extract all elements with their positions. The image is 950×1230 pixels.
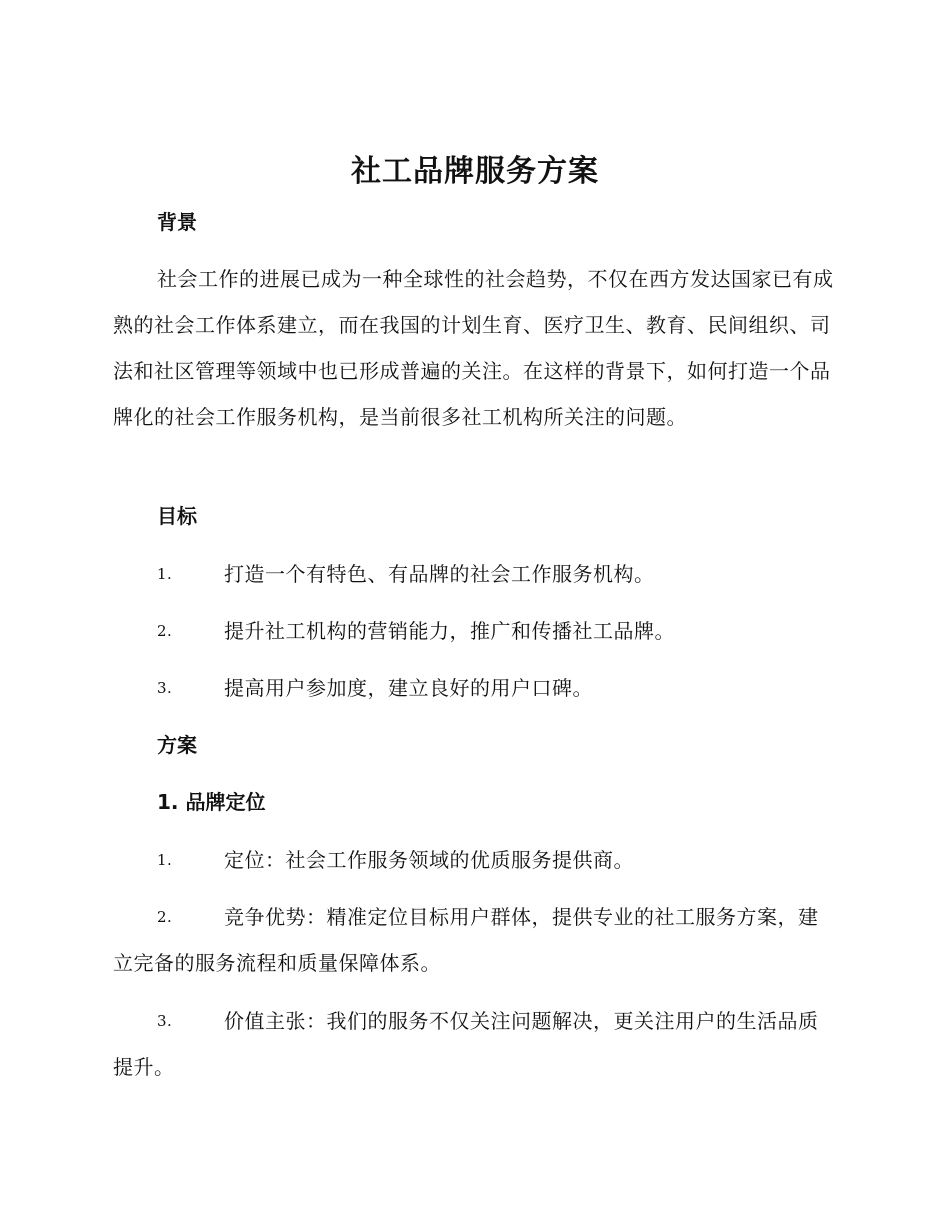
document-title: 社工品牌服务方案 xyxy=(351,154,599,189)
list-number: 1. xyxy=(157,565,173,583)
goal-list-item xyxy=(113,608,835,654)
plan-list-item xyxy=(113,894,835,986)
list-item-text: 提高用户参加度，建立良好的用户口碑。 xyxy=(224,676,593,700)
list-item-text: 竞争优势：精准定位目标用户群体，提供专业的社工服务方案，建立完备的服务流程和质量保障体系。 xyxy=(113,905,819,975)
list-number: 2. xyxy=(157,908,173,926)
goal-list-item xyxy=(113,551,835,597)
plan-list-item xyxy=(113,998,835,1090)
goal-list-item xyxy=(113,665,835,711)
section-heading-background: 背景 xyxy=(157,210,197,234)
list-item-text: 价值主张：我们的服务不仅关注问题解决，更关注用户的生活品质提升。 xyxy=(113,1009,819,1079)
list-item-text: 定位：社会工作服务领域的优质服务提供商。 xyxy=(224,848,634,872)
background-paragraph: 社会工作的进展已成为一种全球性的社会趋势，不仅在西方发达国家已有成熟的社会工作体系建立，而在我国的计划生育、医疗卫生、教育、民间组织、司法和社区管理等领域中也已形成普遍的关注。在这样的背景下，如何打造一个品牌化的社会工作服务机构，是当前很多社工机构所关注的问题。 xyxy=(113,267,834,429)
subsection-heading-brand-positioning: 1. 品牌定位 xyxy=(157,790,266,814)
list-number: 3. xyxy=(157,1012,173,1030)
list-number: 2. xyxy=(157,622,173,640)
list-number: 1. xyxy=(157,851,173,869)
plan-list-item xyxy=(113,837,835,883)
section-heading-plan: 方案 xyxy=(157,733,197,757)
list-item-text: 打造一个有特色、有品牌的社会工作服务机构。 xyxy=(224,562,655,586)
list-number: 3. xyxy=(157,679,173,697)
section-heading-goals: 目标 xyxy=(157,504,197,528)
list-item-text: 提升社工机构的营销能力，推广和传播社工品牌。 xyxy=(224,619,675,643)
